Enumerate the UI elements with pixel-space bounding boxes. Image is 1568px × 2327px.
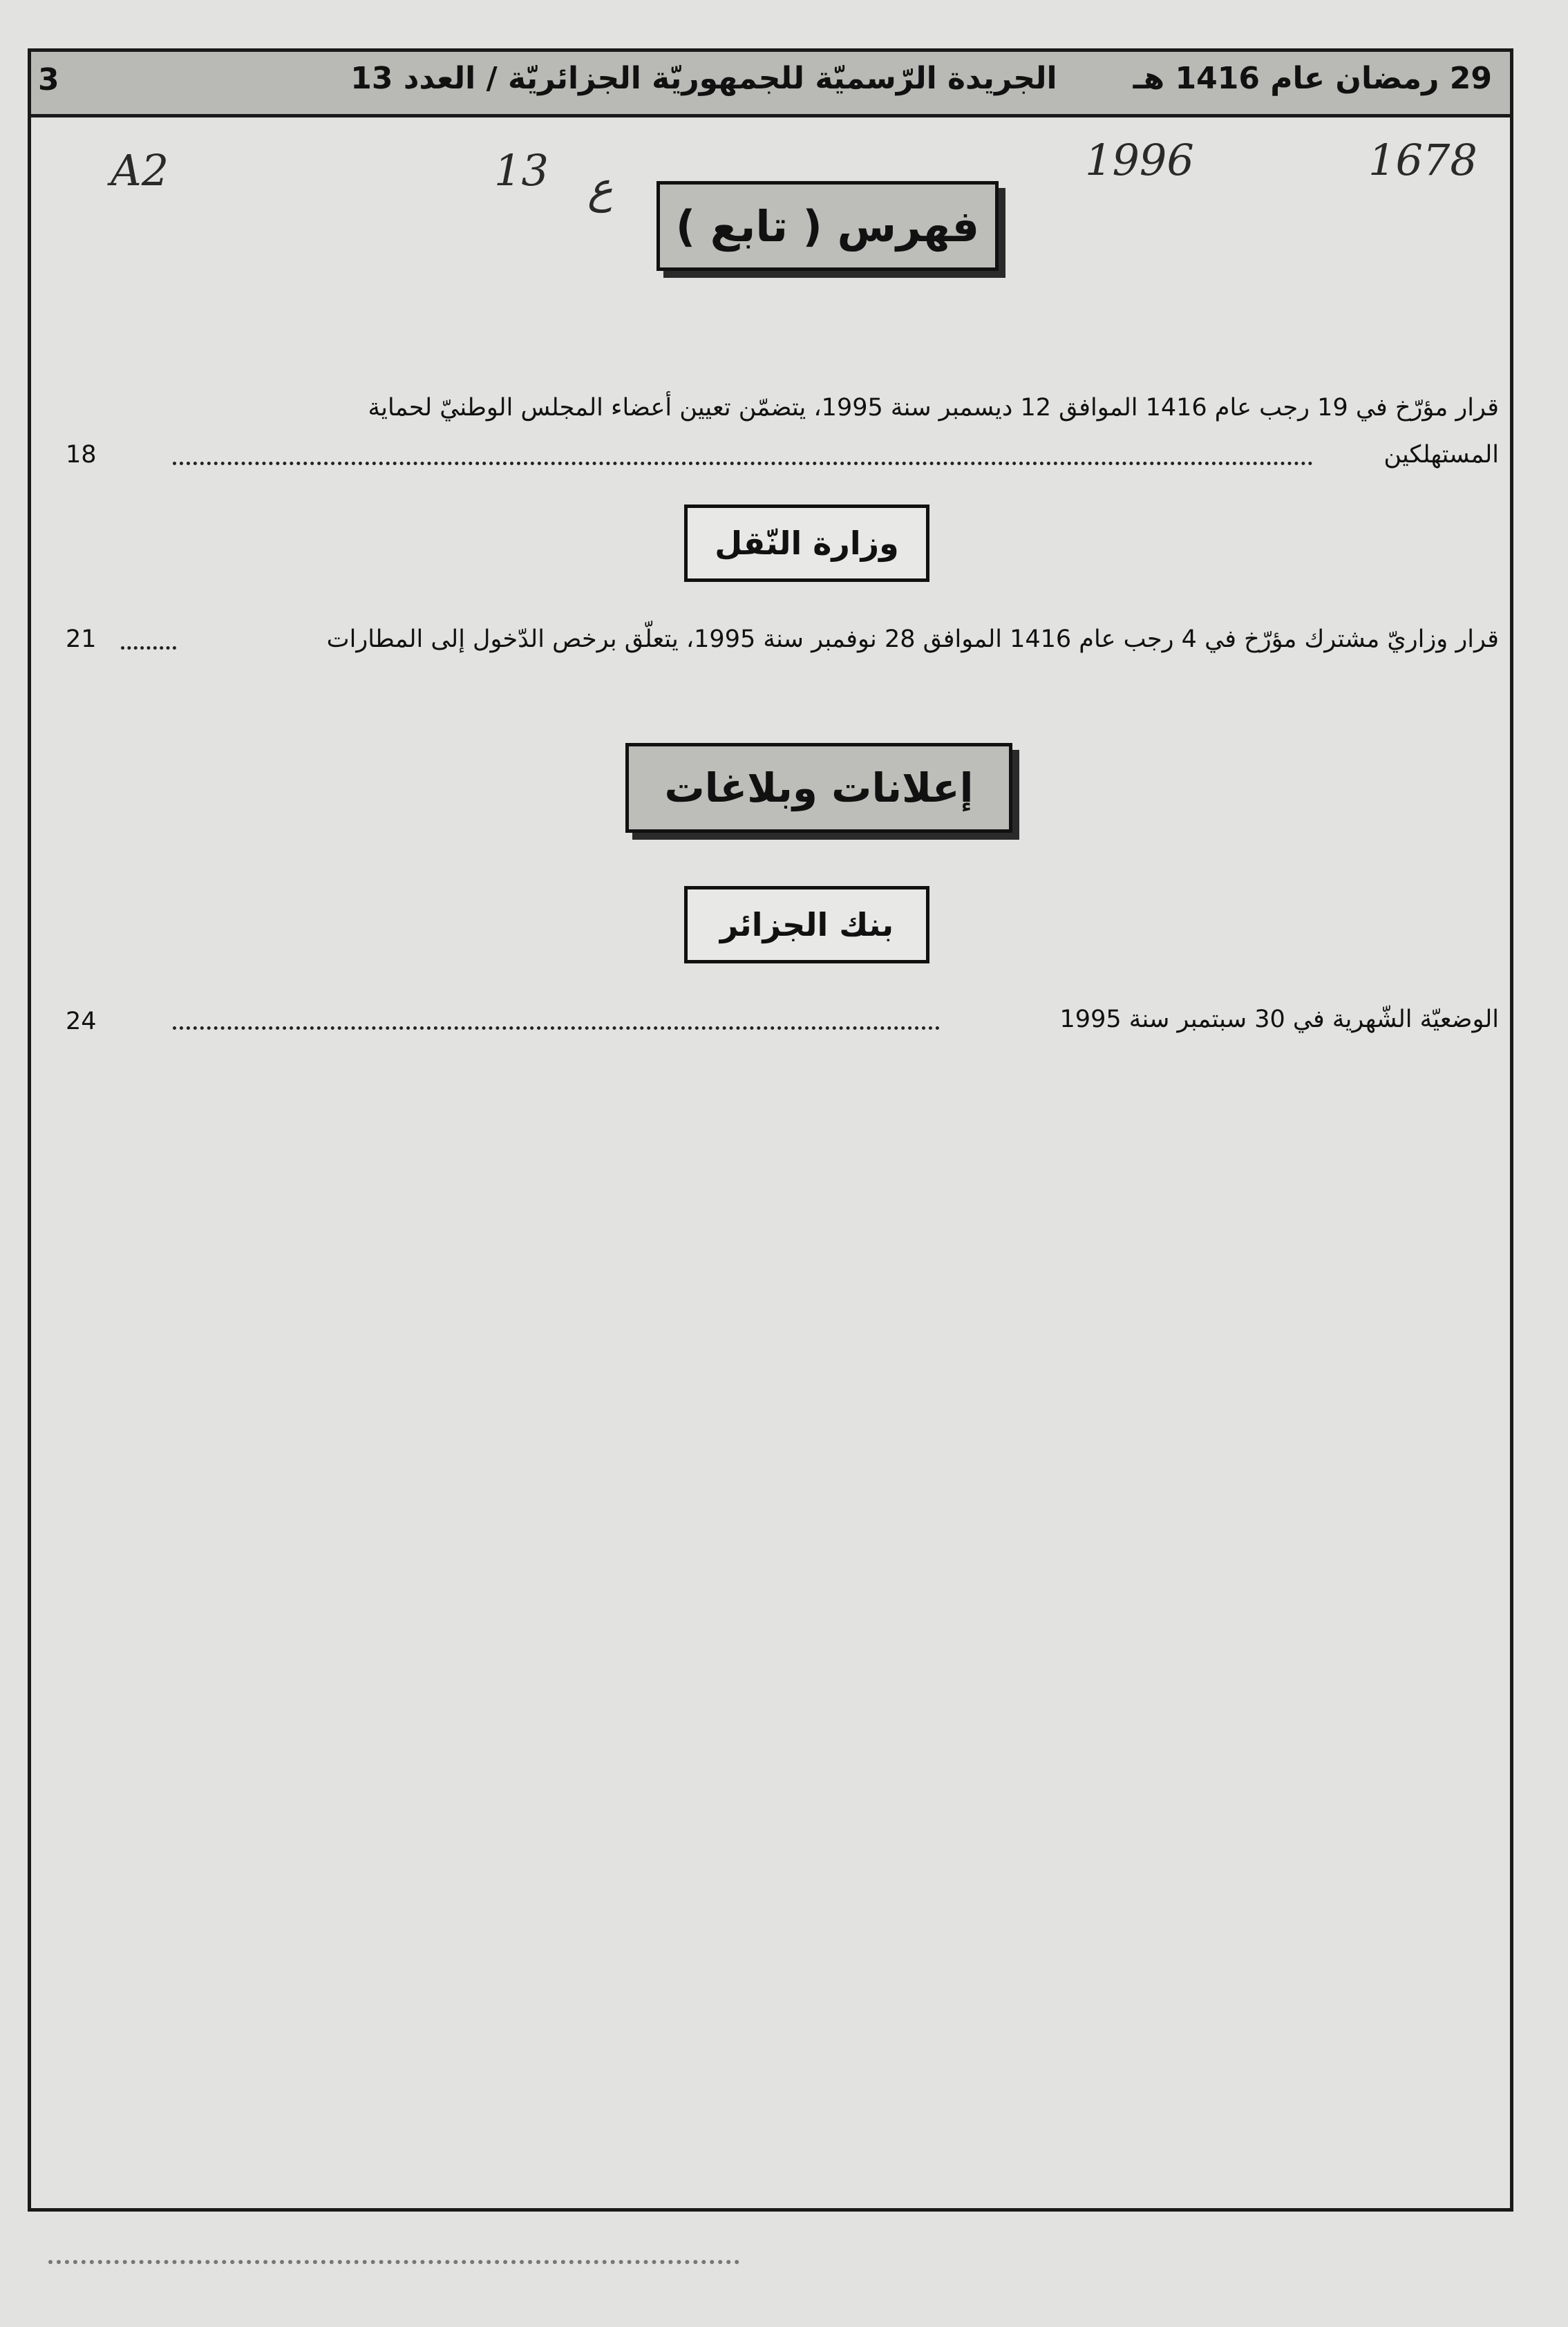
index-title-box <box>657 181 999 271</box>
handwritten-note-right: 1678 <box>1368 135 1477 185</box>
handwritten-note-mid-right: 1996 <box>1085 135 1194 185</box>
entry-airport-access: قرار وزاريّ مشترك مؤرّخ في 4 رجب عام 1416 الموافق 28 نوفمبر سنة 1995، يتعلّق برخص الدّخول إلى المطارات <box>326 625 1499 653</box>
announcements-box <box>625 743 1012 833</box>
entry-airport-access-page: 21 <box>66 625 97 653</box>
entry-monthly-situation: الوضعيّة الشّهرية في 30 سبتمبر سنة 1995 <box>1059 1006 1499 1033</box>
entry-monthly-situation-page: 24 <box>66 1008 97 1035</box>
page-frame <box>28 48 1513 2212</box>
entry-consumer-council-line1: قرار مؤرّخ في 19 رجب عام 1416 الموافق 12 ديسمبر سنة 1995، يتضمّن تعيين أعضاء المجلس الوطنيّ لحماية <box>368 394 1499 422</box>
ministry-transport-box <box>684 505 929 582</box>
dot-leader <box>173 1026 940 1030</box>
entry-consumer-council-line2: المستهلكين <box>1383 441 1499 469</box>
dot-leader <box>121 646 176 650</box>
handwritten-note-mid: ع <box>587 162 613 213</box>
announcements-title: إعلانات وبلاغات <box>664 764 974 811</box>
bottom-rule <box>48 2260 739 2264</box>
handwritten-note-left: A2 <box>111 145 169 196</box>
bank-algeria-box <box>684 886 929 963</box>
bank-algeria-title: بنك الجزائر <box>719 906 894 943</box>
header-journal: الجريدة الرّسميّة للجمهوريّة الجزائريّة / العدد 13 <box>350 61 1057 96</box>
dot-leader <box>173 462 1313 465</box>
ministry-transport-title: وزارة النّقل <box>715 525 899 562</box>
header-title <box>350 61 1492 96</box>
index-title: فهرس ( تابع ) <box>675 200 980 252</box>
header-page-number: 3 <box>38 62 59 97</box>
header-date: 29 رمضان عام 1416 هـ <box>1133 61 1492 96</box>
handwritten-note-mid-left: 13 <box>494 145 549 196</box>
entry-consumer-council-page: 18 <box>66 441 97 469</box>
